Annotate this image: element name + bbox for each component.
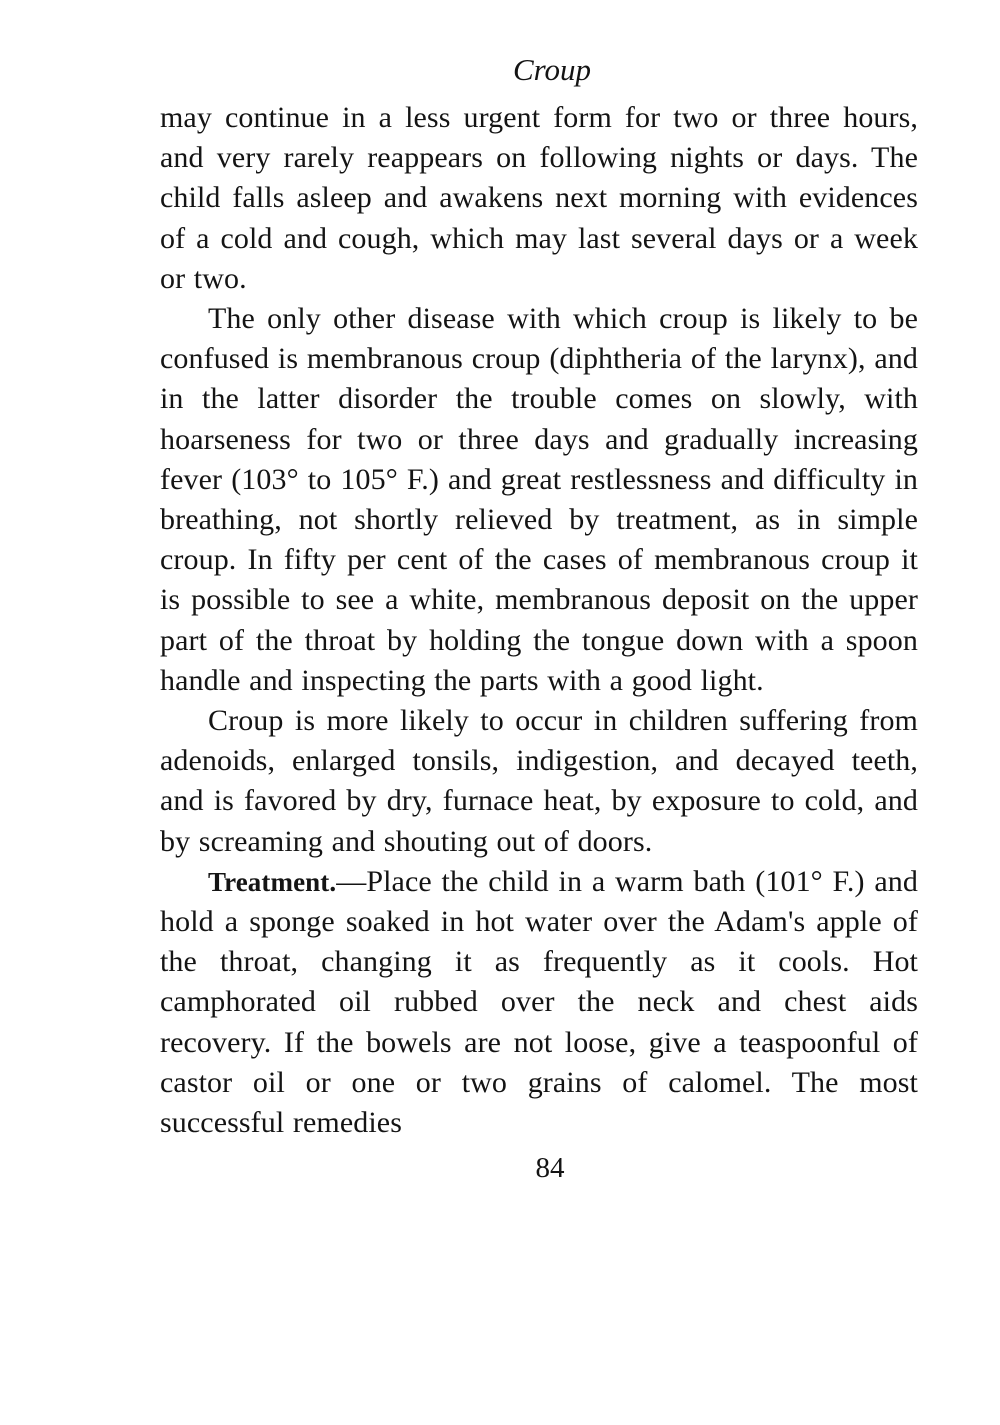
paragraph-text: Croup is more likely to occur in children suffering from adenoids, enlarged tonsils, indigestion, and decayed teeth, and is favored by dry, furnace heat, by exposure to cold, and by screaming and shouting out of doors.	[160, 704, 918, 858]
paragraph-text: —Place the child in a warm bath (101° F.) and hold a sponge soaked in hot water over the Adam's apple of the throat, changing it as frequently as it cools. Hot camphorated oil rubbed over the neck and chest aids recovery. If the bowels are not loose, give a teaspoonful of castor oil or one or two grains of calomel. The most successful remedies	[160, 864, 918, 1140]
paragraph-risk-factors	[160, 701, 918, 862]
treatment-heading: Treatment.	[208, 866, 337, 897]
paragraph-text: The only other disease with which croup is likely to be confused is membranous croup (diphtheria of the larynx), and in the latter disorder the trouble comes on slowly, with hoarseness for two or three days and gradually increasing fever (103° to 105° F.) and great restlessness and difficulty in breathing, not shortly relieved by treatment, as in simple croup. In fifty per cent of the cases of membranous croup it is possible to see a white, membranous deposit on the upper part of the throat by holding the tongue down with a spoon handle and inspecting the parts with a good light.	[160, 302, 918, 697]
paragraph-continuation	[160, 98, 918, 299]
body-text	[160, 98, 918, 1143]
paragraph-differential-diagnosis	[160, 299, 918, 701]
page-number: 84	[535, 1152, 565, 1185]
paragraph-treatment	[160, 862, 918, 1143]
book-page	[160, 50, 918, 1188]
paragraph-text: may continue in a less urgent form for two or three hours, and very rarely reappears on following nights or days. The child falls asleep and awakens next morning with evidences of a cold and cough, which may last several days or a week or two.	[160, 101, 918, 295]
running-head: Croup	[512, 52, 592, 87]
